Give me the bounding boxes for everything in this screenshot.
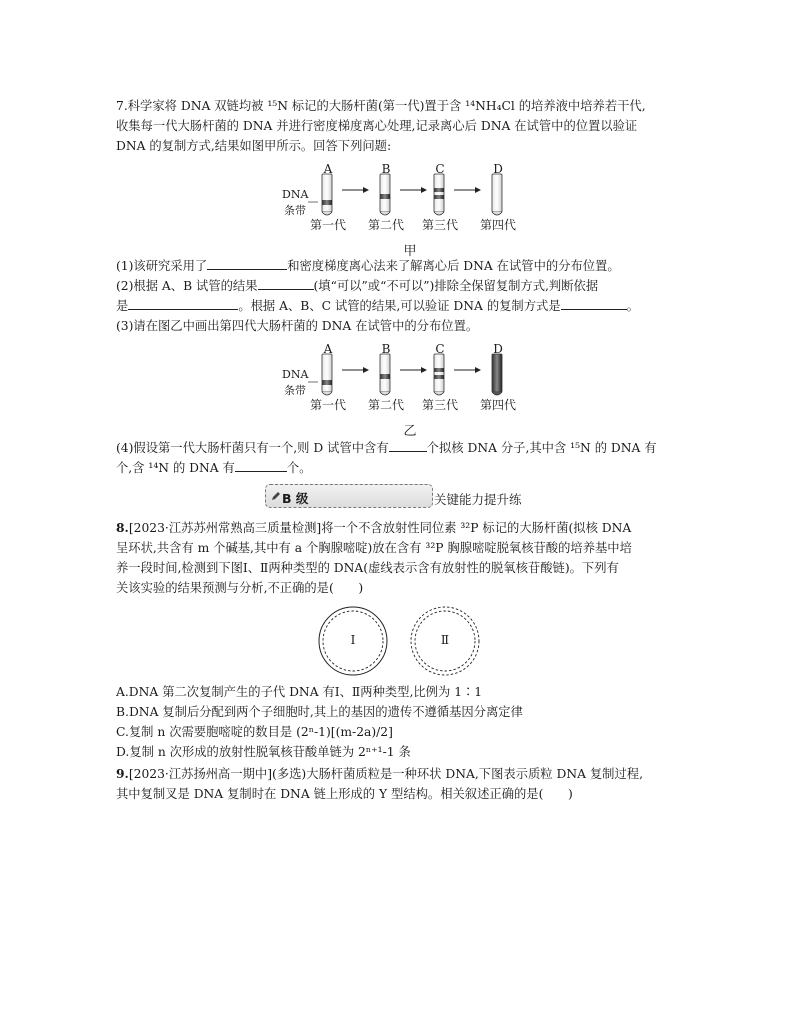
q7-sub1-text-b: 和密度梯度离心法来了解离心后 DNA 在试管中的分布位置。 (287, 259, 620, 273)
tube-b (380, 174, 390, 215)
dna-band-label: DNA (282, 188, 309, 201)
tube-a (322, 354, 332, 395)
banner-title: 关键能力提升练 (434, 492, 522, 507)
dna-type-2-label: Ⅱ (440, 633, 450, 647)
q8-number: 8. (116, 520, 129, 535)
banner-level: B 级 (282, 491, 309, 506)
q7-line-3: DNA 的复制方式,结果如图甲所示。回答下列问题: (116, 139, 392, 153)
q7-sub3: (3)请在图乙中画出第四代大肠杆菌的 DNA 在试管中的分布位置。 (116, 319, 479, 333)
circular-dna-figure (315, 605, 487, 677)
tube-letter-b: B (381, 162, 391, 176)
q7-sub4-text-b: 个拟核 DNA 分子,其中含 ¹⁵N 的 DNA 有 (426, 441, 657, 455)
q7-sub2-text-e: 。 (626, 299, 639, 313)
tube-a (322, 174, 332, 215)
q7-line-1: 7.科学家将 DNA 双链均被 ¹⁵N 标记的大肠杆菌(第一代)置于含 ¹⁴NH₄Cl 的培养液中培养若干代, (116, 99, 646, 113)
generation-3: 第三代 (421, 398, 458, 412)
tube-c (434, 174, 444, 215)
dna-type-1-label: Ⅰ (350, 633, 356, 647)
q8-option-c[interactable]: C.复制 n 次需要胞嘧啶的数目是 (2ⁿ-1)[(m-2a)/2] (116, 725, 393, 739)
q9-number: 9. (116, 766, 129, 781)
q7-sub4-cont (116, 460, 311, 476)
q8-option-b[interactable]: B.DNA 复制后分配到两个子细胞时,其上的基因的遗传不遵循基因分离定律 (116, 705, 523, 719)
tube-letter-c: C (435, 342, 445, 356)
tube-d (492, 174, 502, 215)
pencil-icon (271, 491, 281, 501)
answer-blank-5[interactable] (389, 440, 427, 452)
tube-b (380, 354, 390, 395)
q8-option-a[interactable]: A.DNA 第二次复制产生的子代 DNA 有Ⅰ、Ⅱ两种类型,比例为 1∶1 (116, 685, 483, 699)
q7-sub2-text-b: (填“可以”或“不可以”)排除全保留复制方式,判断依据 (313, 279, 599, 293)
band-label: 条带 (284, 384, 306, 397)
q9-line-2: 其中复制叉是 DNA 复制时在 DNA 链上形成的 Y 型结构。相关叙述正确的是( ) (116, 787, 573, 801)
level-banner (265, 484, 433, 508)
tube-letter-c: C (435, 162, 445, 176)
q8-option-d[interactable]: D.复制 n 次形成的放射性脱氧核苷酸单链为 2ⁿ⁺¹-1 条 (116, 745, 411, 759)
answer-blank-4[interactable] (561, 298, 627, 310)
q9-line-1 (116, 766, 643, 782)
q7-line-2: 收集每一代大肠杆菌的 DNA 并进行密度梯度离心处理,记录离心后 DNA 在试管中的位置以验证 (116, 119, 638, 133)
generation-2: 第二代 (367, 398, 404, 412)
answer-blank-1[interactable] (207, 258, 287, 270)
tube-letter-a: A (323, 162, 333, 176)
q7-sub4-text-c: 个,含 ¹⁴N 的 DNA 有 (116, 461, 235, 475)
dna-band-label: DNA (282, 368, 309, 381)
q8-line-1-text: [2023·江苏苏州常熟高三质量检测]将一个不含放射性同位素 ³²P 标记的大肠杆菌(拟核 DNA (128, 521, 632, 535)
tube-d (492, 354, 502, 395)
q7-sub2 (116, 278, 598, 294)
generation-2: 第二代 (367, 218, 404, 232)
tube-letter-d: D (493, 342, 503, 356)
q7-sub2-cont (116, 298, 639, 314)
q8-line-2: 呈环状,共含有 m 个碱基,其中有 a 个胸腺嘧啶)放在含有 ³²P 胸腺嘧啶脱氧核苷酸的培养基中培 (116, 541, 632, 555)
tube-letter-a: A (323, 342, 333, 356)
q8-line-1 (116, 520, 631, 536)
q7-sub2-text-d: 。根据 A、B、C 试管的结果,可以验证 DNA 的复制方式是 (238, 299, 561, 313)
q7-sub1 (116, 258, 620, 274)
tube-letter-d: D (493, 162, 503, 176)
generation-1: 第一代 (309, 398, 346, 412)
q8-line-3: 养一段时间,检测到下图Ⅰ、Ⅱ两种类型的 DNA(虚线表示含有放射性的脱氧核苷酸链)。下列有 (116, 561, 619, 575)
generation-1: 第一代 (309, 218, 346, 232)
figure-yi (280, 340, 540, 440)
tube-c (434, 354, 444, 395)
generation-3: 第三代 (421, 218, 458, 232)
q8-line-4: 关该实验的结果预测与分析,不正确的是( ) (116, 581, 364, 595)
circular-dna-diagram (315, 605, 487, 677)
q9-line-1-text: [2023·江苏扬州高一期中](多选)大肠杆菌质粒是一种环状 DNA,下图表示质粒 DNA 复制过程, (128, 767, 643, 781)
answer-blank-2[interactable] (258, 278, 314, 290)
figure-jia (280, 160, 540, 260)
band-label: 条带 (284, 204, 306, 217)
q7-sub2-text-a: (2)根据 A、B 试管的结果 (116, 279, 258, 293)
q7-sub4-text-a: (4)假设第一代大肠杆菌只有一个,则 D 试管中含有 (116, 441, 389, 455)
answer-blank-6[interactable] (235, 460, 287, 472)
q7-sub4-text-d: 个。 (286, 461, 312, 475)
figure-caption-yi: 乙 (403, 424, 417, 439)
answer-blank-3[interactable] (128, 298, 238, 310)
tube-letter-b: B (381, 342, 391, 356)
generation-4: 第四代 (479, 218, 516, 232)
figure-caption-jia: 甲 (403, 244, 417, 259)
q7-sub4 (116, 440, 657, 456)
q7-sub1-text-a: (1)该研究采用了 (116, 259, 208, 273)
generation-4: 第四代 (479, 398, 516, 412)
q7-sub2-text-c: 是 (116, 299, 129, 313)
